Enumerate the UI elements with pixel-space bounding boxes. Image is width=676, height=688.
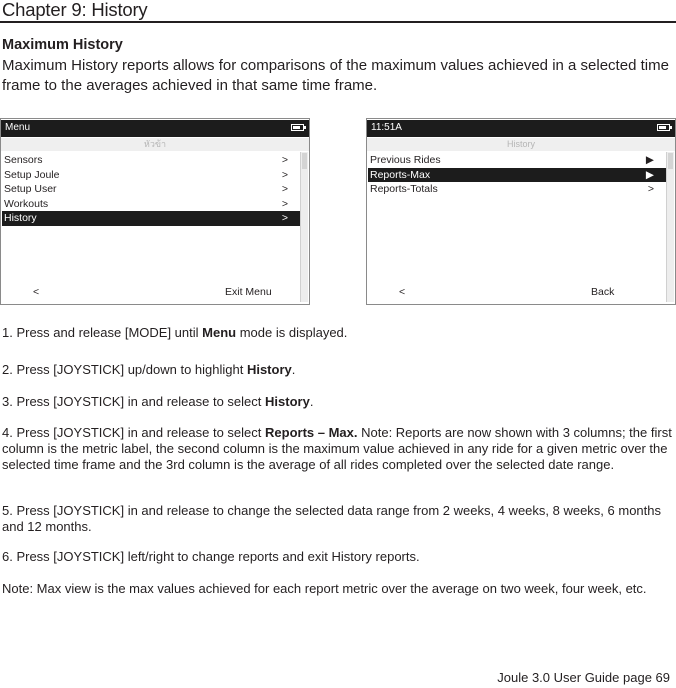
step-1: 1. Press and release [MODE] until Menu mode is displayed.	[2, 325, 348, 340]
history-scrollbar[interactable]	[666, 152, 674, 302]
chapter-title: Chapter 9: History	[2, 0, 148, 20]
note-max-view: Note: Max view is the max values achieved for each report metric over the average on two week, four week, etc.	[2, 581, 647, 596]
menu-item-label: Setup User	[4, 183, 57, 195]
chevron-right-icon: >	[281, 212, 288, 224]
history-item-label: Reports-Totals	[370, 183, 438, 195]
menu-screen	[0, 118, 310, 305]
chevron-right-icon: >	[281, 154, 288, 166]
back-button[interactable]: <	[399, 286, 406, 298]
play-arrow-icon: ▶	[645, 168, 654, 181]
step-4: 4. Press [JOYSTICK] in and release to select Reports – Max. Note: Reports are now shown with 3 columns; the first column is the metric label, the second column is the maximum value achieved in any ride for a given metric over the selected time frame and the 3rd column is the average of all rides completed over the selected date range.	[2, 425, 672, 472]
menu-screen-header	[1, 120, 309, 137]
history-item-reports-max[interactable]	[368, 168, 666, 183]
chevron-right-icon: >	[281, 168, 288, 181]
menu-item-workouts[interactable]	[2, 197, 300, 212]
history-item-previous-rides[interactable]	[368, 153, 666, 168]
battery-icon	[657, 124, 670, 131]
step-2: 2. Press [JOYSTICK] up/down to highlight History.	[2, 362, 296, 377]
history-screen-subheader: History	[367, 138, 675, 151]
history-item-reports-totals[interactable]	[368, 182, 666, 197]
menu-list	[2, 153, 300, 226]
history-item-label: Previous Rides	[370, 154, 441, 166]
step-6: 6. Press [JOYSTICK] left/right to change reports and exit History reports.	[2, 549, 420, 564]
back-label-button[interactable]: Back	[591, 286, 615, 298]
page-footer: Joule 3.0 User Guide page 69	[497, 670, 670, 685]
scrollbar-thumb[interactable]	[668, 153, 673, 169]
exit-menu-button[interactable]: Exit Menu	[225, 286, 272, 298]
back-button[interactable]: <	[33, 286, 40, 298]
menu-item-setup-joule[interactable]	[2, 168, 300, 183]
chevron-right-icon: >	[281, 183, 288, 195]
chevron-right-icon: >	[281, 197, 288, 210]
menu-item-label: Setup Joule	[4, 168, 60, 181]
section-title: Maximum History	[2, 37, 123, 53]
menu-screen-title: Menu	[5, 122, 31, 133]
play-arrow-icon: ▶	[645, 154, 654, 166]
history-item-label: Reports-Max	[370, 168, 431, 181]
clock-time: 11:51A	[371, 122, 402, 133]
battery-icon	[291, 124, 304, 131]
chapter-divider	[0, 21, 676, 23]
history-list	[368, 153, 666, 197]
menu-item-label: Workouts	[4, 197, 49, 210]
chevron-right-icon: >	[647, 183, 654, 195]
scrollbar-thumb[interactable]	[302, 153, 307, 169]
step-3: 3. Press [JOYSTICK] in and release to select History.	[2, 394, 314, 409]
menu-screen-subheader: หัวข้า	[1, 138, 309, 151]
menu-item-label: History	[4, 212, 37, 224]
section-intro: Maximum History reports allows for comparisons of the maximum values achieved in a selected time frame to the averages achieved in that same time frame.	[2, 57, 669, 94]
history-screen-header	[367, 120, 675, 137]
menu-item-sensors[interactable]	[2, 153, 300, 168]
menu-item-setup-user[interactable]	[2, 182, 300, 197]
menu-item-label: Sensors	[4, 154, 43, 166]
history-screen	[366, 118, 676, 305]
menu-scrollbar[interactable]	[300, 152, 308, 302]
step-5: 5. Press [JOYSTICK] in and release to change the selected data range from 2 weeks, 4 weeks, 8 weeks, 6 months and 12 months.	[2, 503, 662, 534]
menu-item-history[interactable]	[2, 211, 300, 226]
